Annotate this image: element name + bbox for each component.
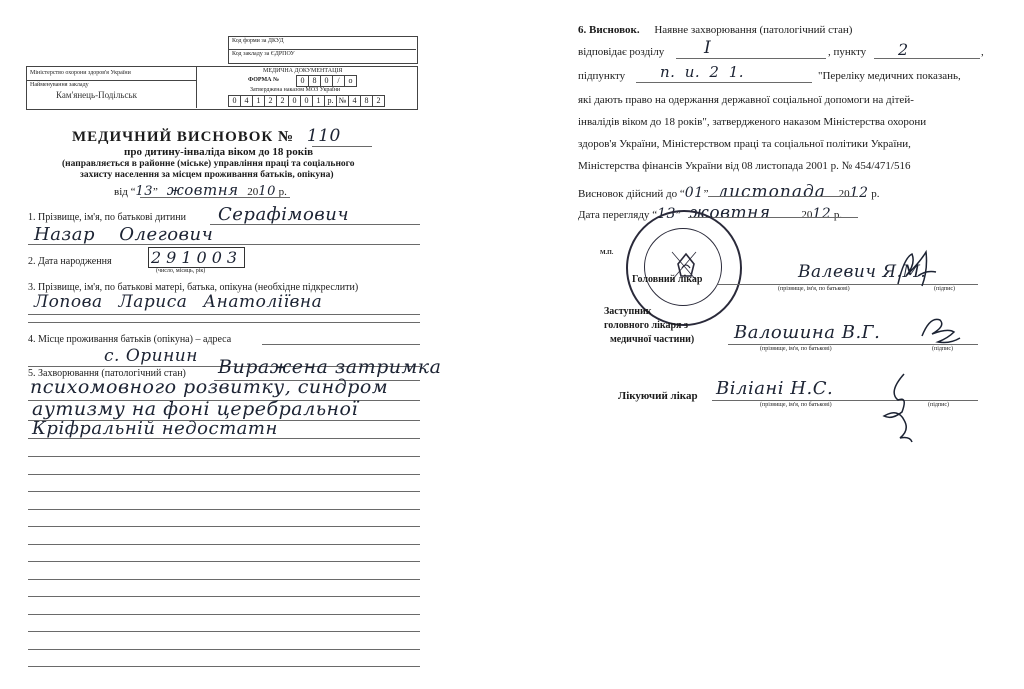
s6-point: 2 — [898, 40, 909, 59]
f5-line-3: аутизму на фоні церебральної — [32, 398, 359, 420]
form-cell: 2 — [376, 96, 381, 105]
doctor-hint: (прізвище, ім'я, по батькові) — [760, 402, 832, 408]
form-cell: 4 — [241, 96, 253, 106]
deputy-sign-hint: (підпис) — [932, 346, 954, 352]
ministry: Міністерство охорони здоров'я України — [30, 70, 131, 76]
s6-text-4: які дають право на одержання державної соціальної допомоги на дітей- — [578, 94, 914, 106]
s6-subpoint: п. и. 2 1. — [660, 63, 745, 81]
date-month: жовтня — [166, 181, 239, 199]
institution-value: Кам'янець-Подільськ — [56, 90, 137, 100]
f4-label: 4. Місце проживання батьків (опікуна) – адреса — [28, 334, 232, 345]
chief-sign-hint: (підпис) — [934, 286, 956, 292]
deputy-label-1: Заступник — [604, 306, 652, 317]
valid-label: Висновок дійсний до — [578, 188, 678, 200]
form-cell: 4 — [349, 96, 361, 106]
ruled-line — [28, 631, 420, 632]
form-cell: р. — [325, 96, 337, 106]
valid-month: листопада — [717, 182, 826, 202]
institution-label: Найменування закладу — [30, 82, 89, 88]
f1-value-a: Серафімович — [218, 204, 350, 225]
sent-line-1: (направляється в районне (міське) управління праці та соціального — [62, 159, 355, 169]
sent-line-2: захисту населення за місцем проживання батьків, опікуна) — [80, 170, 334, 180]
form-cell: № — [337, 96, 349, 106]
deputy-hint: (прізвище, ім'я, по батькові) — [760, 346, 832, 352]
right-page: 6. Висновок. Наявне захворювання (патологічний стан) відповідає розділу Ⅰ , пункту 2 , підпункту п. и. 2 1. "Переліку медичних показань, які дають право на одержання державної соціальної допомоги на дітей- інвалідів віком до 18 років", затвердженого наказом Міністерства охорони здоров'я України, Міністерством праці та соціальної політики України, Міністерства фінансів України від 08 листопада 2001 р. № 454/471/516 Висновок дійсний до “01” листопада 2012 р. Дата перегляду “13” жовтня 2012 р. М.П. Головний лікар Валевич Я.М. (прізвище, ім'я, по батькові) (підпис) Заступник головного лікаря з медичної частини) Валошина В.Г. (прізвище, ім'я, по батькові) (підпис) Лікуючий лікар Віліані Н.С. (прізвище, ім'я, по батькові) (підпис) — [548, 0, 1024, 689]
date-prefix: від — [114, 186, 128, 198]
ruled-line — [28, 474, 420, 475]
issue-date: від “13” жовтня 2010 р. — [114, 181, 287, 199]
form-cell: 2 — [265, 96, 277, 106]
s6-text-7: Міністерства фінансів України від 08 листопада 2001 р. № 454/471/516 — [578, 160, 911, 172]
f2-hint: (число, місяць, рік) — [156, 268, 206, 274]
chief-label: Головний лікар — [632, 274, 703, 285]
s6-line-1 — [578, 24, 852, 36]
f5-line-1: Виражена затримка — [218, 356, 442, 378]
ruled-line — [28, 596, 420, 597]
valid-year: 12 — [849, 185, 869, 201]
approved-by: Затверджена наказом МОЗ України — [250, 87, 341, 93]
form-cells — [296, 75, 357, 87]
f3-value: Лопова Лариса Анатоліївна — [34, 292, 323, 312]
form-cell: 0 — [321, 76, 333, 86]
doc-title-1: МЕДИЧНА ДОКУМЕНТАЦІЯ — [263, 68, 343, 74]
kod-dkud-label: Код форми за ДКУД — [232, 38, 284, 44]
ruled-line — [28, 509, 420, 510]
review-month: жовтня — [689, 203, 771, 223]
review-date: Дата перегляду “13” жовтня 2012 р. — [578, 203, 843, 223]
s6-text-5: інвалідів віком до 18 років", затвердженого наказом Міністерства охорони — [578, 116, 927, 128]
f1-value-b: Назар Олегович — [34, 224, 214, 245]
form-cell: 2 — [277, 96, 289, 106]
chief-hint: (прізвище, ім'я, по батькові) — [778, 286, 850, 292]
ruled-line — [28, 491, 420, 492]
f5-line-2: психомовного розвитку, синдром — [30, 376, 389, 398]
date-day: 13 — [135, 184, 154, 199]
f5-label: 5. Захворювання (патологічний стан) — [28, 368, 186, 379]
form-cell: 8 — [361, 96, 373, 106]
order-cells — [228, 95, 385, 107]
f4-value: с. Оринин — [104, 346, 198, 366]
date-suffix: р. — [278, 186, 287, 198]
deputy-value: Валошина В.Г. — [734, 322, 881, 343]
form-cell: 0 — [229, 96, 241, 106]
f1-label: 1. Прізвище, ім'я, по батькові дитини — [28, 212, 186, 223]
valid-suffix: р. — [871, 188, 880, 200]
valid-day: 01 — [684, 185, 704, 201]
s6-text-3a: підпункту — [578, 70, 626, 82]
form-cell: 8 — [309, 76, 321, 86]
s6-text-2a: відповідає розділу — [578, 46, 665, 58]
title-number: 110 — [306, 126, 341, 146]
review-year: 12 — [812, 206, 832, 222]
ruled-line — [28, 614, 420, 615]
doctor-signature-icon — [874, 370, 924, 444]
left-page — [0, 0, 478, 689]
subtitle: про дитину-інваліда віком до 18 років — [124, 146, 314, 158]
date-year: 10 — [258, 184, 276, 199]
s6-line-2 — [578, 46, 664, 58]
valid-until: Висновок дійсний до “01” листопада 2012 р. — [578, 182, 880, 202]
deputy-signature-icon — [918, 312, 966, 348]
f2-label: 2. Дата народження — [28, 256, 112, 267]
mp-label: М.П. — [600, 250, 614, 256]
review-day: 13 — [657, 206, 676, 222]
deputy-label-3: медичної частини) — [610, 334, 695, 345]
ruled-line — [28, 666, 420, 667]
doc-title — [72, 126, 341, 146]
doctor-value: Віліані Н.С. — [716, 378, 834, 399]
f3-label: 3. Прізвище, ім'я, по батькові матері, батька, опікуна (необхідне підкреслити) — [28, 282, 359, 293]
s6-text-1: Наявне захворювання (патологічний стан) — [654, 24, 853, 36]
s6-text-6: здоров'я України, Міністерством праці та соціальної політики України, — [578, 138, 911, 150]
form-cell: / — [333, 76, 345, 86]
form-cell: 0 — [301, 96, 313, 106]
deputy-label-2: головного лікаря з — [604, 320, 688, 331]
doctor-sign-hint: (підпис) — [928, 402, 950, 408]
review-suffix: р. — [833, 209, 843, 221]
ruled-line — [28, 561, 420, 562]
ruled-line — [28, 544, 420, 545]
doctor-label: Лікуючий лікар — [618, 390, 698, 402]
date-year-prefix: 20 — [247, 186, 259, 198]
kod-edrpou-label: Код закладу за ЄДРПОУ — [232, 51, 295, 57]
ruled-line — [28, 526, 420, 527]
chief-signature-icon — [894, 246, 944, 292]
s6-text-2b: , пункту — [828, 46, 867, 58]
review-label: Дата перегляду — [578, 209, 650, 221]
review-year-prefix: 20 — [801, 209, 813, 221]
f2-cells: 291003 — [148, 247, 245, 268]
valid-year-prefix: 20 — [838, 188, 850, 200]
form-cell: о — [348, 76, 353, 85]
ruled-line — [28, 579, 420, 580]
s6-section: Ⅰ — [704, 38, 712, 58]
title-prefix: МЕДИЧНИЙ ВИСНОВОК № — [72, 129, 295, 145]
chief-value: Валевич Я.М. — [798, 262, 927, 282]
form-label: ФОРМА № — [248, 77, 279, 83]
s6-text-3b: "Переліку медичних показань, — [818, 70, 961, 82]
ruled-line — [28, 649, 420, 650]
s6-label: 6. Висновок. — [578, 24, 640, 36]
form-cell: 0 — [289, 96, 301, 106]
form-cell: 0 — [297, 76, 309, 86]
form-cell: 1 — [253, 96, 265, 106]
form-cell: 1 — [313, 96, 325, 106]
f5-line-4: Кріфральній недостатн — [32, 418, 278, 439]
ruled-line — [28, 456, 420, 457]
